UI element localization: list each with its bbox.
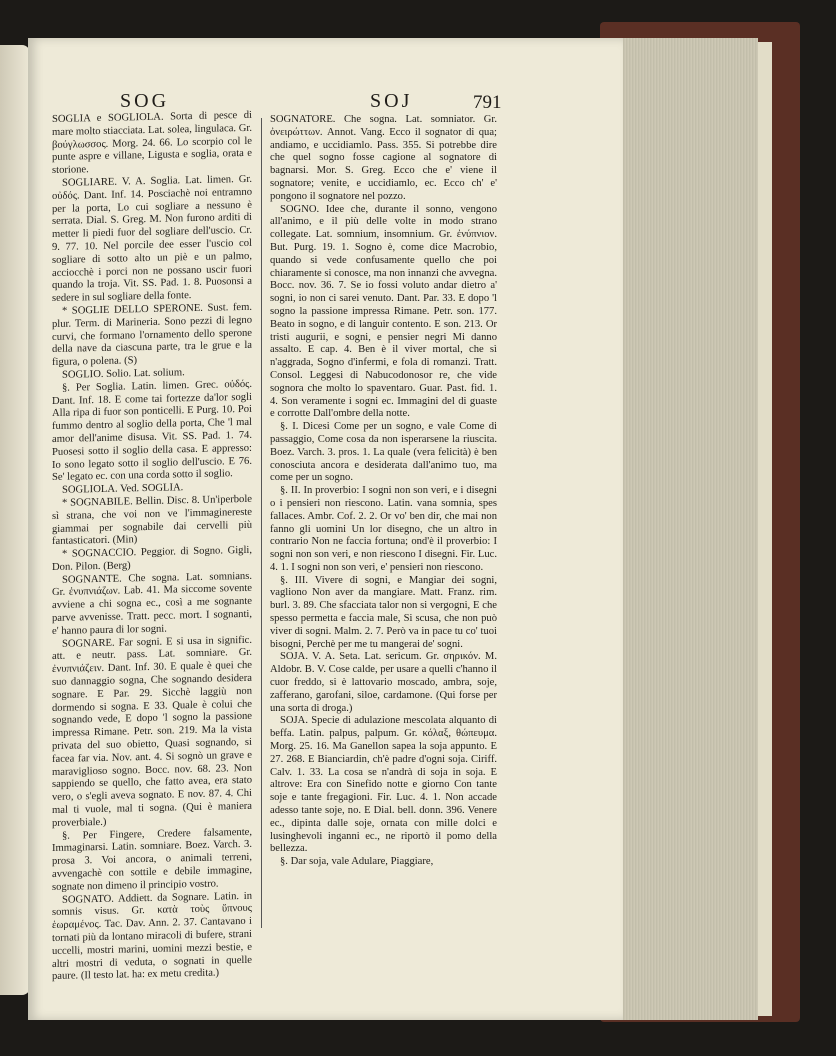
entry: SOGLIO. Solio. Lat. solium.: [62, 367, 185, 381]
column-rule: [261, 118, 262, 928]
entry: §. Dar soja, vale Adulare, Piaggiare,: [280, 856, 434, 868]
entry: §. I. Dicesi Come per un sogno, e vale Come di passaggio, Come cosa da non isperarsene la riuscita. Boez. Varch. 3. pros. 1. La quale (vera felicità) è ben conosciuta ancora e desiderata dall'animo tuo, ma come per un sogno.: [270, 421, 497, 484]
entry: §. III. Vivere di sogni, e Mangiar dei sogni, vagliono Non aver da mangiare. Matt. Franz. rim. burl. 3. 89. Che sfacciata talor non si vergogni, E che spesso permetta e faccia male, Si scusa, che non può viver di sogni. Malm. 2. 7. Però va in pace tu co' tuoi bisogni, Perchè per me tu mangerai de' sogni.: [270, 574, 497, 650]
entry: SOGLIOLA. Ved. SOGLIA.: [62, 482, 184, 496]
entry: SOGLIA e SOGLIOLA. Sorta di pesce di mare molto stiacciata. Lat. solea, lingulaca. Gr. βούγλωσσος. Morg. 24. 66. Lo scorpio col le punte aspre e villane, Ligusta e soglia, orata e storione.: [52, 109, 252, 177]
entry: §. II. In proverbio: I sogni non son veri, e i disegni o i pensieri non riescono. Latin. vana somnia, spes fallaces. Ambr. Cof. 2. 2. Or vo' ben dir, che mai non fanno gli uomini Un lor disegno, che un altro in contrario Non ne faccia fortuna; ond'è il proverbio: I sogni non son veri, e non riescono I disegni. Fir. Luc. 4. 1. I sogni non son veri, e' pensieri non riescono.: [270, 485, 497, 573]
running-head-left: SOG: [120, 90, 170, 112]
entry: SOGNO. Idee che, durante il sonno, vengono all'animo, e il più delle volte in modo strano collegate. Lat. somnium, insomnium. Gr. ἐνύπνιον. But. Purg. 19. 1. Sogno è, come dice Macrobio, quando si vede confusamente quello che poi chiaramente si conosce, ma non innanzi che avvegna. Bocc. nov. 36. 7. Se io fossi voluto andar dietro a' sogni, io non ci sarei venuto. Dant. Par. 33. E dopo 'l sogno la passione impressa Rimane. Petr. son. 177. Beato in sogno, e di languir contento. E son. 213. Or tristi augurii, e sogni, e pensier negri Mi danno assalto. E cap. 4. Ben è il viver mortal, che sì n'aggrada, Sogno d'infermi, e fola di romanzi. Tratt. Consol. Leggesi di Nabucodonosor re, che vide sognora che molto lo spaventaro. Guar. Past. fid. 1. 4. Son veramente i sogni ec. Immagini del di guaste e corrotte Dall'ombre della notte.: [270, 203, 497, 420]
entry: SOGNARE. Far sogni. E si usa in signific. att. e neutr. pass. Lat. somniare. Gr. ἐνυπνιάζειν. Dant. Inf. 30. E quale è quei che suo dannaggio sogna, Che sognando desidera sognare. E Par. 29. Sicchè laggiù non dormendo si sogna. E 33. Quale è colui che sognando vede, E dopo 'l sogno la passione impressa Rimane. Petr. son. 219. Ma la vista privata del suo obietto, Quasi sognando, si facea far via. Nov. ant. 4. Si sognò un grave e maraviglioso sogno. Bocc. nov. 68. 23. Non sappiendo se quello, che fatto avea, era stato vero, o s'egli aveva sognato. E nov. 87. 4. Chi mal ti vuole, mal ti sogna. (Qui è maniera proverbiale.): [52, 634, 252, 829]
entry: * SOGNABILE. Bellin. Disc. 8. Un'iperbole sì strana, che voi non ve l'immaginereste giammai per sognabile dai cervelli più fantasticatori. (Min): [52, 493, 252, 548]
entry: * SOGNACCIO. Peggior. di Sogno. Gigli, Don. Pilon. (Berg): [52, 544, 252, 573]
entry: §. Per Fingere, Credere falsamente, Immaginarsi. Latin. somniare. Boez. Varch. 3. prosa 3. Voi ancora, o animali terreni, avvengachè con sottile e debile immagine, sognate non dimeno il principio vostro.: [52, 826, 252, 893]
right-column: [270, 114, 497, 932]
entry: SOJA. V. A. Seta. Lat. sericum. Gr. σηρικόν. M. Aldobr. B. V. Cose calde, per usare a quelli c'hanno il cuor freddo, si è lattovario moscado, ambra, soje, zafferano, garofani, siloe, cardamone. (Qui forse per una sorta di droga.): [270, 651, 497, 714]
page-number: 791: [473, 92, 502, 113]
running-head-center: SOJ: [370, 90, 413, 112]
entry: SOGLIARE. V. A. Soglia. Lat. limen. Gr. οὐδός. Dant. Inf. 14. Posciachè noi entramno per la porta, Lo cui sogliare a nessuno è serrata. Dial. S. Greg. M. Non furono arditi di metter li piedi fuor del sogliare dell'uscio. Cr. 9. 77. 10. Nel porcile dee esser l'uscio col sogliare di sotto alto un piè e un palmo, acciocchè i porci non ne possano uscir fuori quando la troja. Vit. SS. Pad. 1. 8. Puosonsi a sedere in sul sogliare della fonte.: [52, 173, 252, 305]
entry: SOGNANTE. Che sogna. Lat. somnians. Gr. ἐνυπνιάζων. Lab. 41. Ma siccome sovente avviene a chi sogna ec., così a me sognante parve avvenisse. Tratt. pecc. mort. I sognanti, e' hanno paura di lor sogni.: [52, 570, 252, 637]
entry: §. Per Soglia. Latin. limen. Grec. οὐδός. Dant. Inf. 18. E come tai fortezze da'lor sogli Alla ripa di fuor son ponticelli. E Purg. 10. Poi fummo dentro al soglio della porta, Che 'l mal amor dell'anime disusa. Vit. SS. Pad. 1. 74. Puosesi sotto il soglio della casa. E appresso: Io sono legato sotto il soglio dell'uscio. E 76. Se' legato ec. con una corda sotto il soglio.: [52, 378, 252, 484]
left-column: [52, 109, 252, 983]
entry: SOGNATORE. Che sogna. Lat. somniator. Gr. ὀνειρώττων. Annot. Vang. Ecco il sognator di qua; andiamo, e uccidiamlo. Pass. 355. Si potrebbe dire che quel sogno fosse cagione al sognatore di bagnarsi. Mor. S. Greg. Ecco che e' viene il sognatore; venite, e uccidiamlo, ec. Ecco ch' e' pongono il sognatore nel pozzo.: [270, 114, 497, 202]
entry: SOGNATO. Addiett. da Sognare. Latin. in somnis visus. Gr. κατὰ τοὺς ὕπνους ἑωραμένος. Tac. Dav. Ann. 2. 37. Cantavano i tornati più da lontano miracoli di bufere, strani uccelli, mostri marini, uomini mezzi bestie, e altri mostri di veduta, o sognati in quelle paure. (Il testo lat. ha: ex metu credita.): [52, 890, 252, 983]
entry: SOJA. Specie di adulazione mescolata alquanto di beffa. Latin. palpus, palpum. Gr. κόλαξ, θώπευμα. Morg. 25. 16. Ma Ganellon sapea la soja appunto. E 27. 268. E Bianciardin, ch'è padre d'ogni soja. Ciriff. Calv. 1. 33. La cosa se n'andrà di soja in soja. E altrove: Era con Sinefido notte e giorno Con tante soje e tante fregagioni. Fir. Luc. 4. 1. Non accade adesso tante soje, no. E Dial. bell. donn. 396. Venere ec., dipinta dalle soje, ornata con mille dolci e lusinghevoli inganni ec., ne riportò il pomo della bellezza.: [270, 715, 497, 855]
page-block-edges: [623, 38, 758, 1020]
entry: * SOGLIE DELLO SPERONE. Sust. fem. plur. Term. di Marineria. Sono pezzi di legno curvi, che formano l'ornamento dello sperone della nave da ciascuna parte, tra le grue e la figura, o polena. (S): [52, 301, 252, 369]
left-page-edge: [0, 45, 30, 995]
